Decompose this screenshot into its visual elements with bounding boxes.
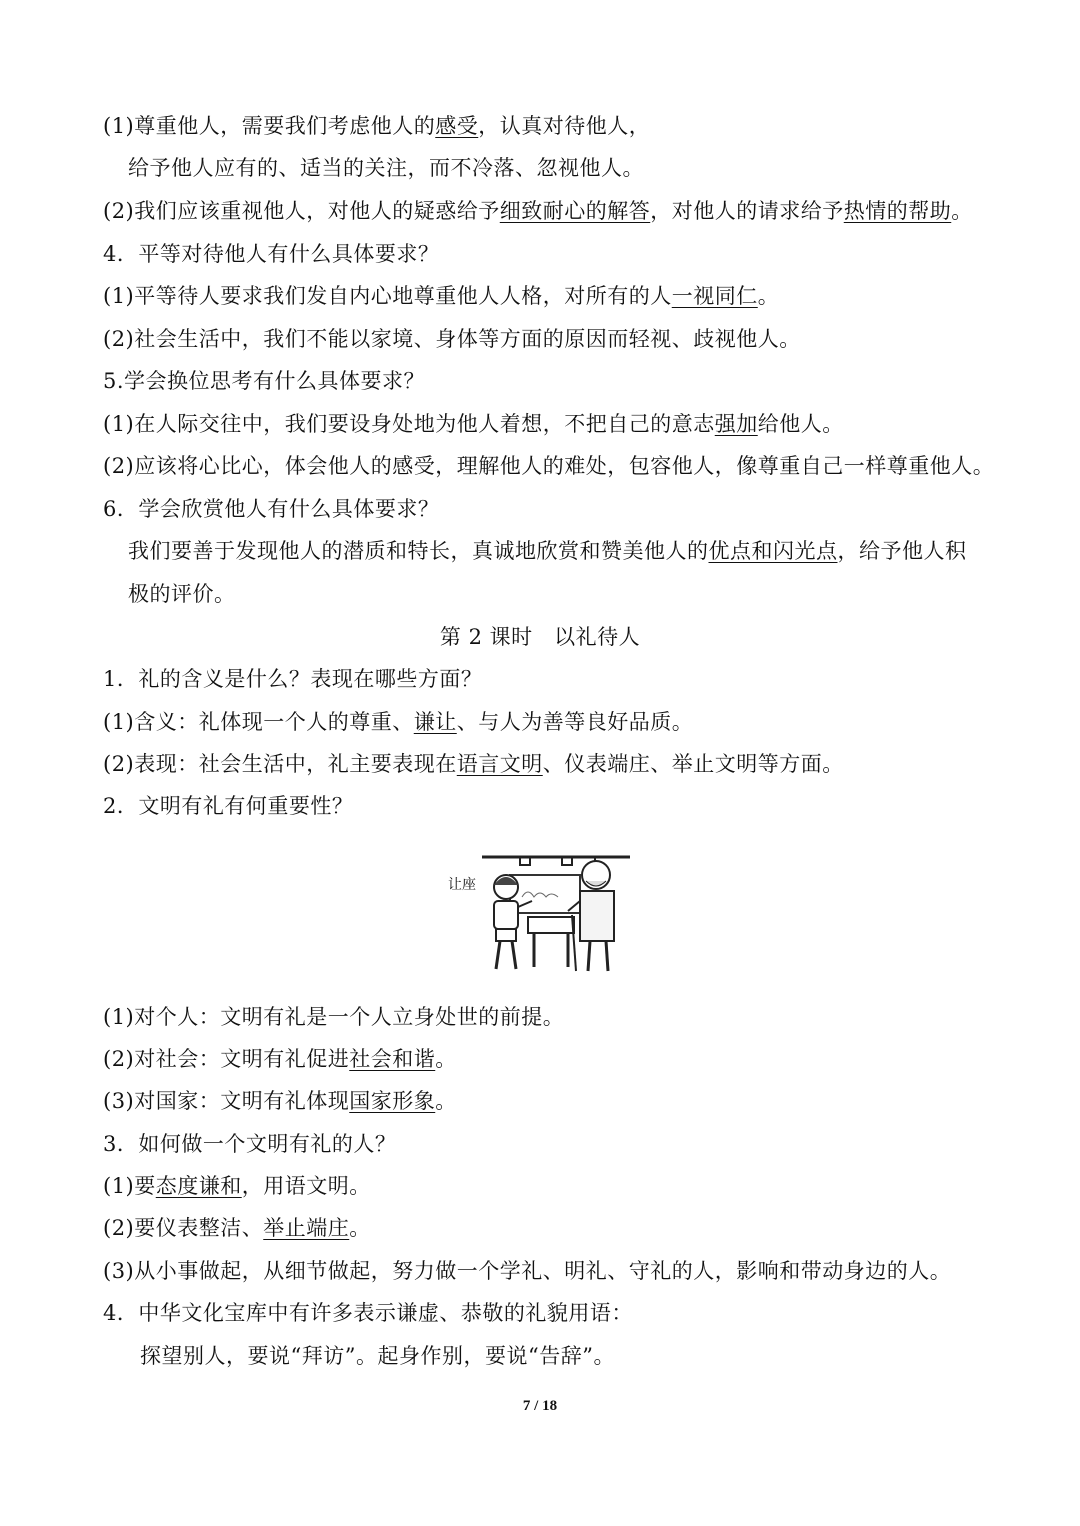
text-segment: 探望别人，要说“拜访”。起身作别，要说“告辞”。 — [140, 1344, 615, 1368]
underlined-keyword: 一视同仁 — [671, 284, 758, 308]
text-segment: (1)对个人：文明有礼是一个人立身处世的前提。 — [103, 1005, 565, 1029]
offer-seat-illustration — [440, 845, 640, 985]
text-segment: (3)从小事做起，从细节做起，努力做一个学礼、明礼、守礼的人，影响和带动身边的人。 — [103, 1259, 952, 1283]
text-segment: 。 — [435, 1047, 457, 1071]
text-segment: 。 — [757, 284, 780, 308]
text-segment: 2．文明有礼有何重要性？ — [103, 794, 354, 818]
underlined-keyword: 热情的帮助 — [843, 199, 952, 223]
text-line — [103, 664, 482, 694]
section-heading — [0, 622, 1080, 652]
text-segment: ，对他人的请求给予 — [650, 199, 844, 223]
text-line — [103, 791, 353, 821]
text-segment: 4．中华文化宝库中有许多表示谦虚、恭敬的礼貌用语： — [103, 1301, 633, 1325]
underlined-keyword: 语言文明 — [456, 752, 543, 776]
text-segment: 给他人。 — [757, 412, 844, 436]
underlined-keyword: 国家形象 — [349, 1089, 436, 1113]
text-line — [103, 1129, 396, 1159]
text-line — [103, 1086, 457, 1116]
text-segment: 第 2 课时 以礼待人 — [439, 625, 641, 649]
text-segment: 、仪表端庄、举止文明等方面。 — [542, 752, 844, 776]
text-line — [103, 324, 801, 354]
text-line — [103, 707, 693, 737]
text-segment: 极的评价。 — [128, 582, 236, 606]
text-line — [103, 1213, 371, 1243]
text-line — [103, 281, 779, 311]
text-segment: (1)含义：礼体现一个人的尊重、 — [103, 710, 414, 734]
text-segment: (2)要仪表整洁、 — [103, 1216, 264, 1240]
text-segment: 3．如何做一个文明有礼的人？ — [103, 1132, 397, 1156]
text-segment: ，用语文明。 — [241, 1174, 371, 1198]
text-segment: 4．平等对待他人有什么具体要求？ — [103, 242, 440, 266]
text-segment: (2)应该将心比心，体会他人的感受，理解他人的难处，包容他人，像尊重自己一样尊重他人。 — [103, 454, 995, 478]
text-segment: ，认真对待他人， — [478, 114, 651, 138]
text-segment: (2)对社会：文明有礼促进 — [103, 1047, 350, 1071]
text-line — [128, 153, 644, 183]
text-segment: 我们要善于发现他人的潜质和特长，真诚地欣赏和赞美他人的 — [128, 539, 709, 563]
text-segment: 5.学会换位思考有什么具体要求？ — [103, 369, 426, 393]
text-line — [128, 579, 236, 609]
text-segment: (2)表现：社会生活中，礼主要表现在 — [103, 752, 457, 776]
text-line — [103, 1171, 371, 1201]
text-line — [103, 749, 844, 779]
text-segment: 给予他人应有的、适当的关注，而不冷落、忽视他人。 — [128, 156, 644, 180]
underlined-keyword: 社会和谐 — [349, 1047, 436, 1071]
text-segment: 。 — [951, 199, 973, 223]
text-line — [103, 1298, 633, 1328]
figure-label: 让座 — [448, 877, 476, 893]
underlined-keyword: 感受 — [435, 114, 479, 138]
text-line — [103, 111, 650, 141]
text-line — [103, 409, 844, 439]
text-line — [103, 1002, 564, 1032]
text-line — [103, 451, 994, 481]
text-segment: 6．学会欣赏他人有什么具体要求？ — [103, 497, 440, 521]
text-line — [103, 1256, 951, 1286]
text-segment: (1)平等待人要求我们发自内心地尊重他人人格，对所有的人 — [103, 284, 672, 308]
text-segment: 。 — [435, 1089, 457, 1113]
underlined-keyword: 强加 — [714, 412, 758, 436]
page-number: 7 / 18 — [522, 1398, 558, 1414]
text-segment: (3)对国家：文明有礼体现 — [103, 1089, 350, 1113]
text-line — [103, 494, 439, 524]
underlined-keyword: 态度谦和 — [155, 1174, 242, 1198]
text-segment: (1)要 — [103, 1174, 156, 1198]
text-line — [103, 366, 425, 396]
text-segment: 1．礼的含义是什么？表现在哪些方面？ — [103, 667, 483, 691]
text-segment: ，给予他人积 — [837, 539, 967, 563]
underlined-keyword: 谦让 — [413, 710, 457, 734]
underlined-keyword: 优点和闪光点 — [708, 539, 838, 563]
underlined-keyword: 举止端庄 — [263, 1216, 350, 1240]
underlined-keyword: 细致耐心的解答 — [499, 199, 651, 223]
text-line — [103, 1044, 457, 1074]
text-segment: (1)尊重他人，需要我们考虑他人的 — [103, 114, 436, 138]
text-segment: (2)社会生活中，我们不能以家境、身体等方面的原因而轻视、歧视他人。 — [103, 327, 801, 351]
text-segment: (2)我们应该重视他人，对他人的疑惑给予 — [103, 199, 500, 223]
text-line — [128, 536, 967, 566]
text-segment: 、与人为善等良好品质。 — [456, 710, 694, 734]
text-segment: 。 — [349, 1216, 371, 1240]
text-line — [103, 239, 439, 269]
text-line — [103, 196, 973, 226]
text-segment: (1)在人际交往中，我们要设身处地为他人着想，不把自己的意志 — [103, 412, 715, 436]
text-line — [140, 1341, 615, 1371]
